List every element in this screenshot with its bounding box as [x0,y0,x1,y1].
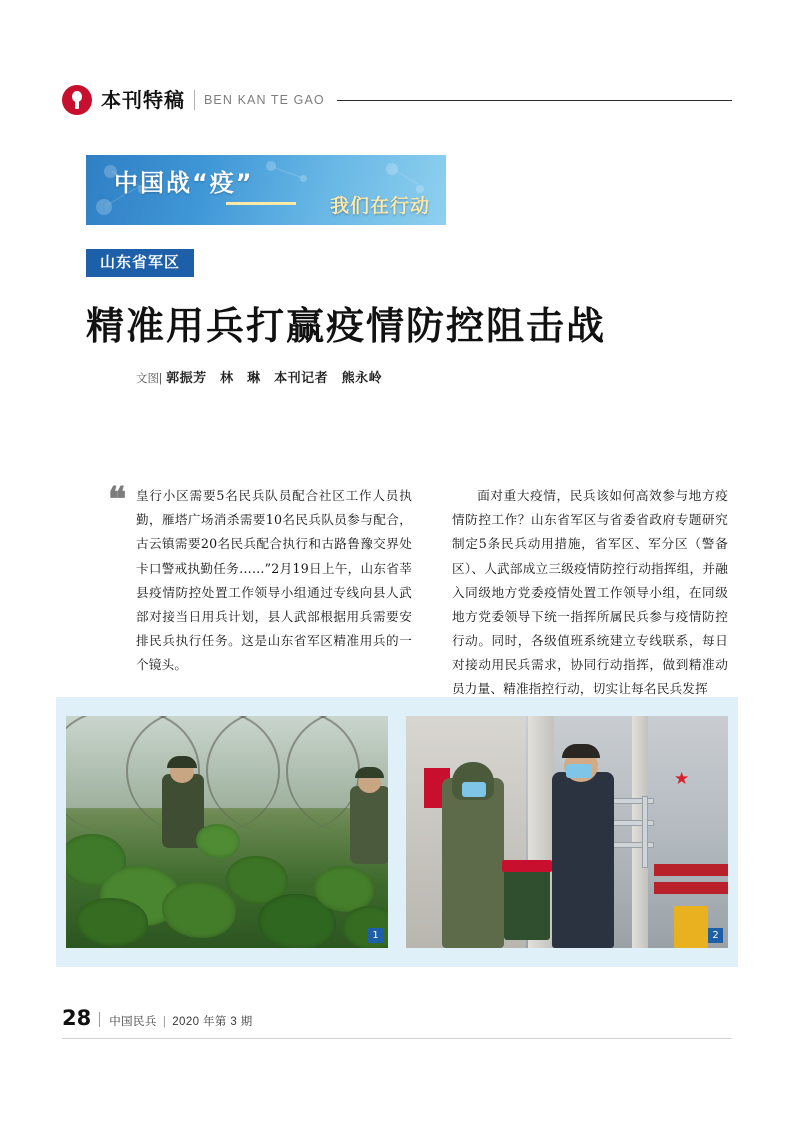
byline [136,367,382,386]
waste-bin-lid [502,860,552,872]
yellow-bollard [674,906,708,948]
page-number: 28 [62,1006,92,1030]
plant-leaf [196,824,240,858]
masthead-divider [194,90,195,110]
masthead [62,80,732,120]
footer-publication: 中国民兵 [109,1015,157,1028]
molecule-dot [266,161,276,171]
plant-leaf [314,866,374,912]
photo-number: 1 [368,928,383,943]
person-civilian [552,772,614,948]
region-tag: 山东省军区 [86,249,194,277]
masthead-pinyin: BEN KAN TE GAO [204,93,325,107]
plant-leaf [162,882,236,938]
article-body [108,480,728,702]
red-curb-strip [654,882,728,894]
byline-authors: 郭振芳 林 琳 本刊记者 熊永岭 [166,370,383,385]
banner-dash [226,202,296,205]
molecule-bond [394,169,418,185]
campaign-banner [86,155,446,225]
page-footer [62,1008,732,1029]
greenhouse-inspection-photo [66,716,388,948]
footer-issue: 2020 年第 3 期 [172,1015,253,1028]
person-hair [562,744,600,758]
molecule-dot [386,163,398,175]
face-mask [462,782,486,797]
banner-sub-text: 我们在行动 [329,195,430,217]
byline-label: 文图 [136,373,159,385]
face-mask [566,764,592,778]
gate-checkpoint-photo [406,716,728,948]
barrier-post [642,796,648,868]
footer-separator: | [162,1015,167,1028]
person-cap [355,767,384,778]
photo-panel [56,697,738,967]
masthead-title: 本刊特稿 [101,88,185,112]
photo-number: 2 [708,928,723,943]
footer-divider [99,1012,100,1027]
page-title: 精准用兵打赢疫情防控阻击战 [86,304,607,348]
paragraph: 面对重大疫情，民兵该如何高效参与地方疫情防控工作？山东省军区与省委省政府专题研究制定5条民兵动用措施，省军区、军分区（警备区）、人武部成立三级疫情防控行动指挥组，并融入同级地方党委疫情处置工作领导小组，在同级地方党委领导下统一指挥所属民兵参与疫情防控行动。同时，各级值班系统建立专线联系，每日对接动用民兵需求，协同行动指挥，做到精准动员力量、精准指控行动，切实让每名民兵发挥 [452,488,728,697]
body-column-right [452,484,728,702]
person-soldier [442,778,504,948]
paragraph: 皇行小区需要5名民兵队员配合社区工作人员执勤，雁塔广场消杀需要10名民兵队员参与配合，古云镇需要20名民兵配合执行和古路鲁豫交界处卡口警戒执勤任务……”2月19日上午，山东省莘县疫情防控处置工作领导小组通过专线向县人武部对接当日用兵计划，县人武部根据用兵需要安排民兵执行任务。这是山东省军区精准用兵的一个镜头。 [136,488,412,673]
red-curb-strip [654,864,728,876]
banner-main-text: 中国战“疫” [114,169,254,197]
red-star-icon: ★ [674,769,690,788]
molecule-bond [274,167,303,178]
lightbulb-icon [62,85,92,115]
greenhouse-scene [66,716,388,948]
byline-divider: | [159,373,162,385]
plant-leaf [76,898,148,946]
gate-scene [406,716,728,948]
waste-bin [504,868,550,940]
masthead-rule [337,100,732,101]
person-cap [167,756,197,768]
body-column-left [108,480,412,702]
person-soldier [350,786,388,864]
quote-mark-icon: ❝ [108,480,127,520]
footer-rule [62,1038,732,1039]
